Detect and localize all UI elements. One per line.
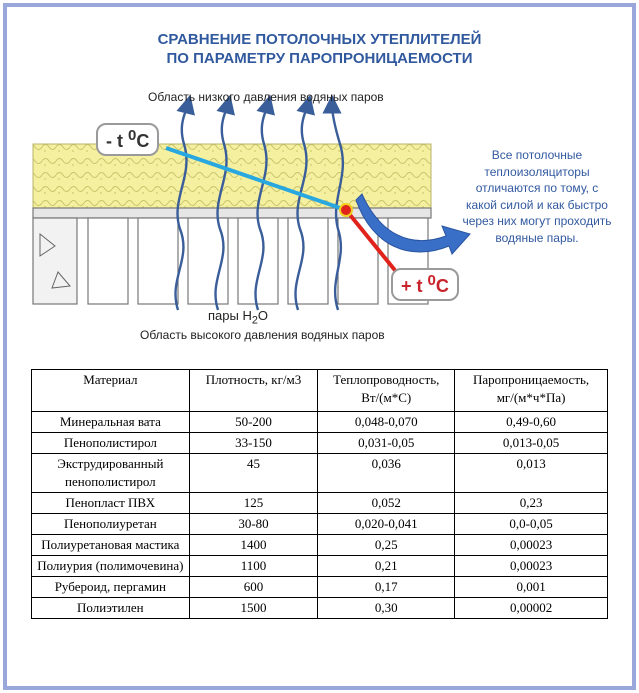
cell-density: 1500	[189, 598, 318, 619]
header-density: Плотность, кг/м3	[189, 370, 318, 412]
insulation-layer	[33, 144, 431, 208]
table-row	[32, 433, 608, 454]
title-line-1: СРАВНЕНИЕ ПОТОЛОЧНЫХ УТЕПЛИТЕЛЕЙ	[157, 31, 482, 48]
table-row	[32, 598, 608, 619]
cell-material: Пенополиуретан	[32, 514, 190, 535]
side-note: Все потолочные теплоизоляциторы отличаются по тому, с какой силой и как быстро через них могут проходить водяные пары.	[462, 148, 612, 245]
cell-material: Минеральная вата	[32, 412, 190, 433]
cell-permeability: 0,013-0,05	[455, 433, 608, 454]
cell-permeability: 0,0-0,05	[455, 514, 608, 535]
header-material: Материал	[32, 370, 190, 412]
table-header-row	[32, 370, 608, 412]
title-line-2: ПО ПАРАМЕТРУ ПАРОПРОНИЦАЕМОСТИ	[166, 50, 473, 67]
cell-density: 600	[189, 577, 318, 598]
header-permeability: Паропроницаемость, мг/(м*ч*Па)	[455, 370, 608, 412]
table-row	[32, 535, 608, 556]
cold-temp-prefix: - t	[106, 131, 128, 151]
cell-material: Пенополистирол	[32, 433, 190, 454]
cell-material: Рубероид, пергамин	[32, 577, 190, 598]
cell-material: Полиуретановая мастика	[32, 535, 190, 556]
cell-permeability: 0,00023	[455, 535, 608, 556]
page-title	[0, 30, 639, 68]
cell-conductivity: 0,052	[318, 493, 455, 514]
cell-density: 33-150	[189, 433, 318, 454]
cell-density: 125	[189, 493, 318, 514]
cell-permeability: 0,001	[455, 577, 608, 598]
cell-density: 1100	[189, 556, 318, 577]
cell-conductivity: 0,21	[318, 556, 455, 577]
table-row	[32, 493, 608, 514]
cell-material: Полиурия (полимочевина)	[32, 556, 190, 577]
cell-conductivity: 0,30	[318, 598, 455, 619]
table-row	[32, 454, 608, 493]
cell-permeability: 0,00002	[455, 598, 608, 619]
hot-temp-sup: 0	[427, 272, 436, 289]
cold-temp-suffix: C	[136, 131, 150, 151]
materials-table	[31, 369, 608, 619]
cell-density: 30-80	[189, 514, 318, 535]
vapor-label-end: O	[257, 308, 268, 323]
cell-conductivity: 0,048-0,070	[318, 412, 455, 433]
cell-density: 50-200	[189, 412, 318, 433]
cell-material: Экструдированный пенополистирол	[32, 454, 190, 493]
cell-material: Пенопласт ПВХ	[32, 493, 190, 514]
vapor-label	[208, 308, 268, 327]
cell-conductivity: 0,25	[318, 535, 455, 556]
cell-conductivity: 0,020-0,041	[318, 514, 455, 535]
cell-conductivity: 0,036	[318, 454, 455, 493]
header-conductivity: Теплопроводность, Вт/(м*С)	[318, 370, 455, 412]
vapor-label-sub: 2	[251, 314, 258, 327]
cold-temperature-box	[96, 123, 159, 156]
cell-conductivity: 0,031-0,05	[318, 433, 455, 454]
hot-temp-prefix: + t	[401, 276, 428, 296]
cell-material: Полиэтилен	[32, 598, 190, 619]
cell-permeability: 0,49-0,60	[455, 412, 608, 433]
cell-density: 45	[189, 454, 318, 493]
table-row	[32, 412, 608, 433]
low-pressure-label: Область низкого давления водяных паров	[148, 90, 384, 104]
cold-temp-sup: 0	[128, 127, 137, 144]
high-pressure-label: Область высокого давления водяных паров	[140, 328, 385, 342]
table-row	[32, 556, 608, 577]
table-row	[32, 577, 608, 598]
dew-point-marker	[340, 204, 352, 216]
cell-permeability: 0,23	[455, 493, 608, 514]
hot-temp-suffix: C	[435, 276, 449, 296]
cell-permeability: 0,00023	[455, 556, 608, 577]
cell-permeability: 0,013	[455, 454, 608, 493]
cell-conductivity: 0,17	[318, 577, 455, 598]
cell-density: 1400	[189, 535, 318, 556]
hot-temperature-box	[391, 268, 459, 301]
table-row	[32, 514, 608, 535]
vapor-label-text: пары H	[208, 308, 252, 323]
